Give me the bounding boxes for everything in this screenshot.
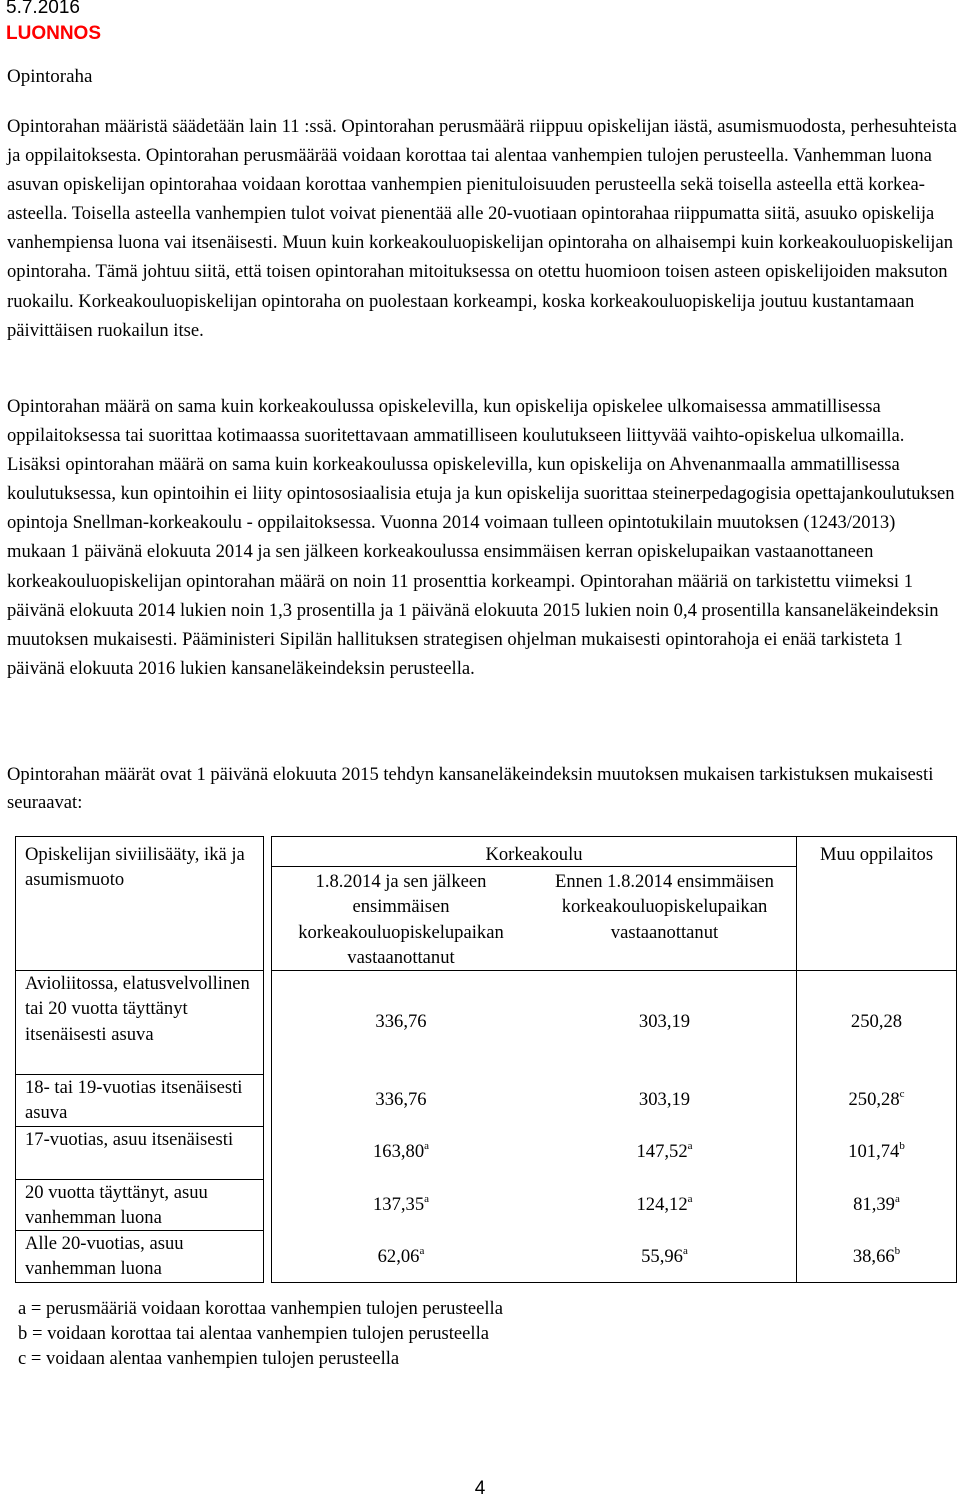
row-label: 17-vuotias, asuu itsenäisesti [25, 1129, 234, 1150]
value-cell: 62,06$^a$ [377, 1245, 425, 1267]
page-number: 4 [474, 1478, 486, 1499]
section-title: Opintoraha [7, 66, 93, 87]
row-label: 18- tai 19-vuotias itsenäisesti asuva [25, 1077, 243, 1124]
column-group-korkeakoulu: Korkeakoulu [485, 844, 583, 865]
column-header-after-2014: 1.8.2014 ja sen jälkeen ensimmäisen korkeakouluopiskelupaikan vastaanottanut [298, 871, 504, 968]
value-cell: 101,74$^b$ [848, 1140, 905, 1162]
value-cell: 336,76 [375, 1011, 427, 1032]
value-cell: 250,28 [850, 1011, 903, 1032]
row-label: Alle 20-vuotias, asuu vanhemman luona [25, 1233, 184, 1280]
value-cell: 250,28$^c$ [848, 1088, 905, 1110]
paragraph-3: Opintorahan määrät ovat 1 päivänä elokuuta 2015 tehdyn kansaneläkeindeksin muutoksen mukaisen tarkistuksen mukaisesti seuraavat: [7, 764, 934, 813]
value-cell: 147,52$^a$ [636, 1140, 693, 1162]
value-cell: 81,39$^a$ [853, 1193, 900, 1215]
value-cell: 163,80$^a$ [372, 1140, 430, 1162]
legend-b: b = voidaan korottaa tai alentaa vanhempien tulojen perusteella [18, 1323, 490, 1344]
value-cell: 303,19 [638, 1089, 691, 1110]
column-header-muu-oppilaitos: Muu oppilaitos [819, 844, 934, 865]
value-cell: 303,19 [638, 1011, 691, 1032]
row-label: 20 vuotta täyttänyt, asuu vanhemman luona [25, 1182, 208, 1229]
value-cell: 124,12$^a$ [636, 1193, 693, 1215]
opintoraha-table [15, 836, 957, 1283]
column-header-before-2014: Ennen 1.8.2014 ensimmäisen korkeakouluopiskelupaikan vastaanottanut [555, 871, 774, 943]
value-cell: 55,96$^a$ [641, 1245, 688, 1267]
paragraph-1: Opintorahan määristä säädetään lain 11 :ssä. Opintorahan perusmäärä riippuu opiskelijan iästä, asumismuodosta, perhesuhteista ja oppilaitoksesta. Opintorahan perusmäärää voidaan korottaa tai alentaa vanhempien tulojen perusteella. Vanhemman luona asuvan opiskelijan opintorahaa voidaan korottaa vanhempien pienituloisuuden perusteella sekä toisella asteella että korkea-asteella. Toisella asteella vanhempien tulot voivat pienentää alle 20-vuotiaan opintorahaa riippumatta siitä, asuuko opiskelija vanhempiensa luona vai itsenäisesti. Muun kuin korkeakouluopiskelijan opintoraha on alhaisempi kuin korkeakouluopiskelijan opintoraha. Tämä johtuu siitä, että toisen opintorahan mitoituksessa on otettu huomioon toisen asteen opiskelijoiden maksuton ruokailu. Korkeakouluopiskelijan opintoraha on puolestaan korkeampi, koska korkeakouluopiskelija joutuu kustantamaan päivittäisen ruokailun itse. [7, 116, 957, 341]
draft-label: LUONNOS [6, 23, 101, 44]
value-cell: 137,35$^a$ [372, 1193, 430, 1215]
value-cell: 38,66$^b$ [852, 1245, 901, 1267]
paragraph-2: Opintorahan määrä on sama kuin korkeakoulussa opiskelevilla, kun opiskelija opiskelee ulkomaisessa ammatillisessa oppilaitoksessa tai suorittaa kotimaassa suoritettavaan ammatilliseen koulutukseen liittyvää vaihto-opiskelua ulkomailla. Lisäksi opintorahan määrä on sama kuin korkeakoulussa opiskelevilla, kun opiskelija on Ahvenanmaalla ammatillisessa koulutuksessa, kun opintoihin ei liity opintososiaalisia etuja ja kun opiskelija suorittaa steinerpedagogisia opettajankoulutuksen opintoja Snellman-korkeakoulu - oppilaitoksessa. Vuonna 2014 voimaan tulleen opintotukilain muutoksen (1243/2013) mukaan 1 päivänä elokuuta 2014 ja sen jälkeen korkeakoulussa ensimmäisen kerran opiskelupaikan vastaanottaneen korkeakouluopiskelijan opintorahan määrä on noin 11 prosenttia korkeampi. Opintorahan määriä on tarkistettu viimeksi 1 päivänä elokuuta 2014 lukien noin 1,3 prosentilla ja 1 päivänä elokuuta 2015 lukien noin 0,4 prosentilla kansaneläkeindeksin muutoksen mukaisesti. Pääministeri Sipilän hallituksen strategisen ohjelman mukaisesti opintorahoja ei enää tarkisteta 1 päivänä elokuuta 2016 lukien kansaneläkeindeksin perusteella. [7, 396, 955, 679]
document-date: 5.7.2016 [6, 0, 80, 18]
legend-c: c = voidaan alentaa vanhempien tulojen perusteella [18, 1348, 400, 1369]
legend-a: a = perusmääriä voidaan korottaa vanhempien tulojen perusteella [18, 1298, 503, 1319]
value-cell: 336,76 [375, 1089, 427, 1110]
row-label: Avioliitossa, elatusvelvollinen tai 20 vuotta täyttänyt itsenäisesti asuva [25, 973, 250, 1045]
column-header-status: Opiskelijan siviilisääty, ikä ja asumismuoto [25, 844, 245, 891]
